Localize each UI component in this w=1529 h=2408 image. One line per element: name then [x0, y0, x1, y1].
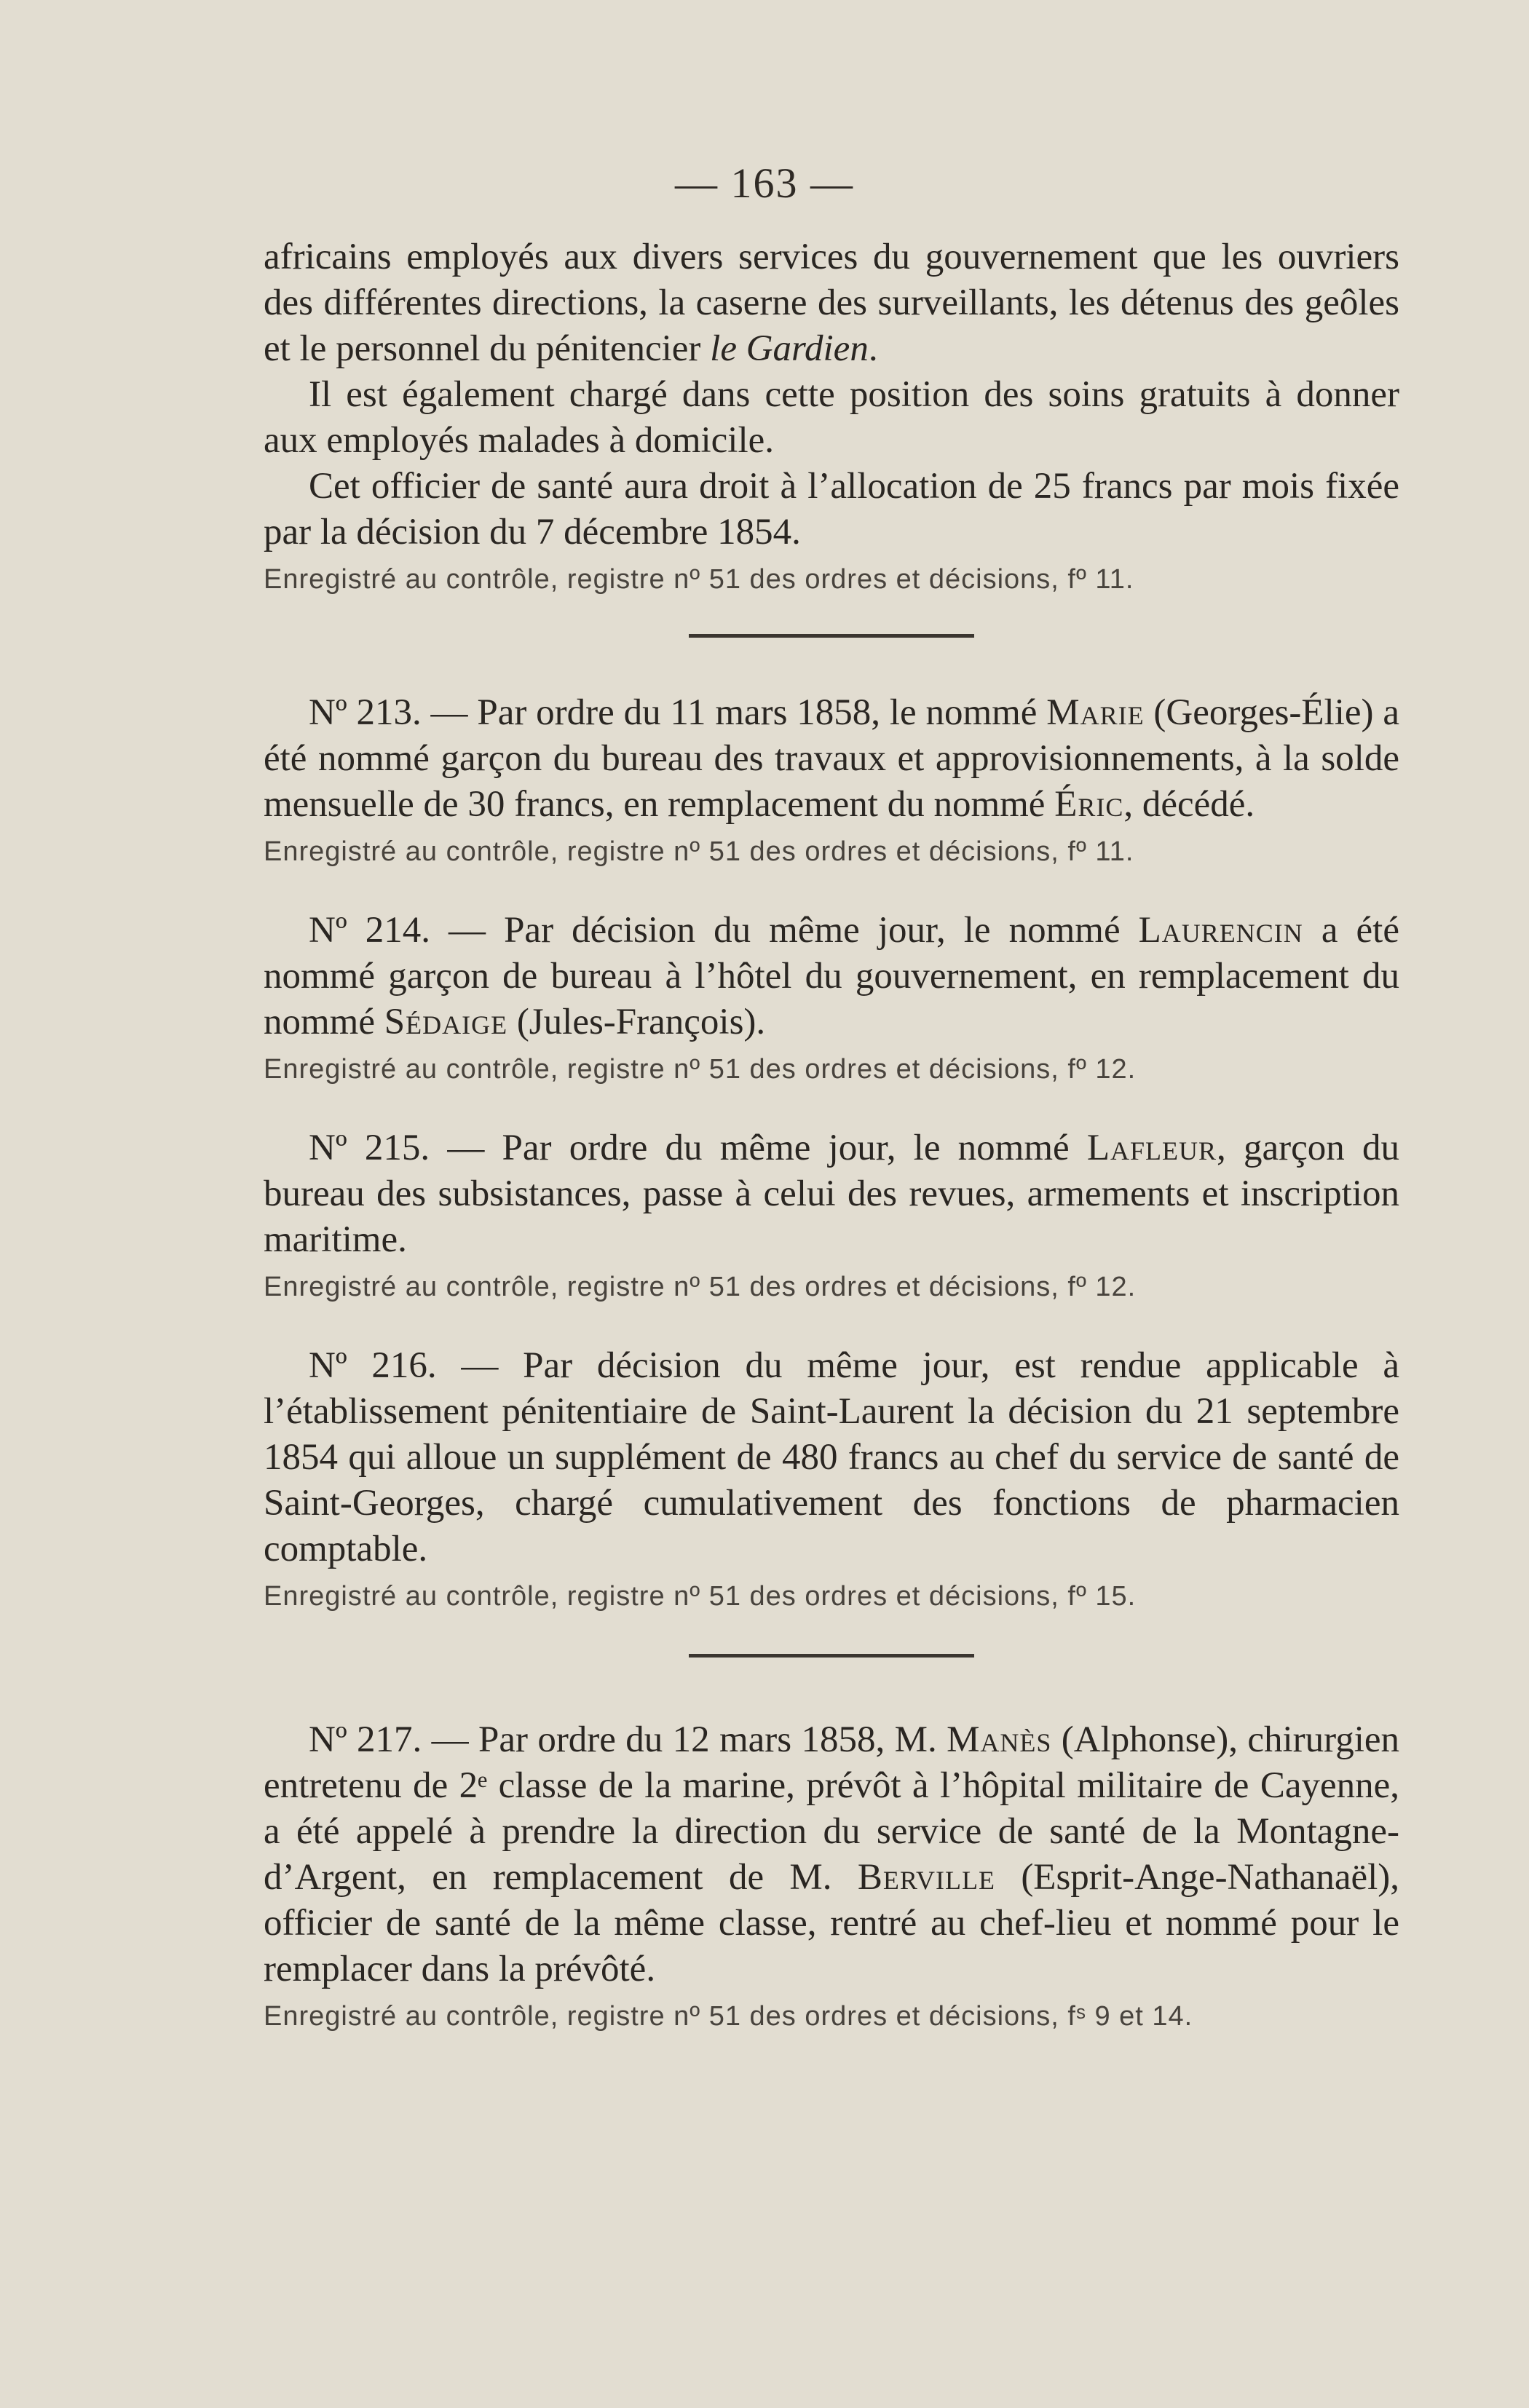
person-name: Manès — [947, 1719, 1052, 1760]
intro-paragraph-3: Cet officier de santé aura droit à l’allocation de 25 francs par mois fixée par la décision du 7 décembre 1854. — [264, 466, 1399, 553]
person-name: Sédaige — [384, 1002, 508, 1042]
intro-paragraph-1-text: africains employés aux divers services du gouvernement que les ouvriers des différentes directions, la caserne des surveillants, les détenus des geôles et le personnel du pénitencier — [264, 237, 1399, 369]
entry-text: a été nommé garçon de bureau à l’hôtel du gouvernement, en remplacement du nommé — [264, 910, 1399, 1042]
entry-paragraph — [264, 1343, 1399, 1572]
entry-paragraph — [264, 908, 1399, 1045]
decision-entry-214 — [264, 908, 1399, 1090]
registration-note: Enregistré au contrôle, registre nº 51 des ordres et décisions, fº 12. — [264, 1272, 1137, 1302]
entry-number: Nº 216. — [309, 1345, 437, 1386]
intro-paragraph-2: Il est également chargé dans cette position des soins gratuits à donner aux employés malades à domicile. — [264, 374, 1399, 461]
decision-entry-213 — [264, 690, 1399, 873]
entry-number: Nº 217. — [309, 1719, 422, 1760]
entry-text: — Par décision du même jour, est rendue applicable à l’établissement pénitentiaire de Saint-Laurent la décision du 21 septembre 1854 qui alloue un supplément de 480 francs au chef du service de santé de Saint-Georges, chargé cumulativement des fonctions de pharmacien comptable. — [264, 1345, 1399, 1569]
entry-text: — Par décision du même jour, le nommé — [430, 910, 1139, 951]
entry-number: Nº 214. — [309, 910, 430, 951]
registration-note: Enregistré au contrôle, registre nº 51 des ordres et décisions, fº 11. — [264, 564, 1134, 595]
person-name: Berville — [857, 1857, 995, 1898]
intro-paragraph-1-end: . — [868, 328, 878, 369]
decision-entry-215 — [264, 1125, 1399, 1308]
person-name: Marie — [1046, 692, 1145, 733]
registration-note: Enregistré au contrôle, registre nº 51 des ordres et décisions, fº 11. — [264, 836, 1134, 867]
entry-paragraph — [264, 1717, 1399, 1992]
entry-paragraph — [264, 690, 1399, 828]
entry-paragraph — [264, 1125, 1399, 1263]
text-column — [264, 234, 1399, 2037]
person-name: Lafleur — [1086, 1128, 1217, 1168]
page-number: — 163 — — [675, 159, 854, 207]
intro-section — [264, 234, 1399, 601]
entry-text: (Alphonse), chirurgien entretenu de 2ᵉ classe de la marine, prévôt à l’hôpital militaire de Cayenne, a été appelé à prendre la direction du service de santé de la Montagne-d’Argent, en remplacement de M. — [264, 1719, 1399, 1898]
entry-text: (Georges-Élie) a été nommé garçon du bureau des travaux et approvisionnements, à la solde mensuelle de 30 francs, en remplacement du nommé — [264, 692, 1399, 825]
registration-note: Enregistré au contrôle, registre nº 51 des ordres et décisions, fº 12. — [264, 1054, 1137, 1085]
entry-text: — Par ordre du même jour, le nommé — [430, 1128, 1087, 1168]
person-name: Éric — [1054, 784, 1124, 825]
entry-text: — Par ordre du 11 mars 1858, le nommé — [421, 692, 1047, 733]
entry-text: (Jules-François). — [507, 1002, 766, 1042]
entry-text: — Par ordre du 12 mars 1858, M. — [422, 1719, 947, 1760]
section-divider — [689, 634, 974, 638]
person-name: Laurencin — [1138, 910, 1303, 951]
intro-paragraph-1 — [264, 234, 1399, 372]
decision-entry-217 — [264, 1717, 1399, 2037]
entry-text: , garçon du bureau des subsistances, passe à celui des revues, armements et inscription maritime. — [264, 1128, 1399, 1260]
entry-text: , décédé. — [1123, 784, 1255, 825]
entry-number: Nº 215. — [309, 1128, 430, 1168]
entry-number: Nº 213. — [309, 692, 422, 733]
registration-note: Enregistré au contrôle, registre nº 51 des ordres et décisions, fˢ 9 et 14. — [264, 2001, 1193, 2032]
registration-note: Enregistré au contrôle, registre nº 51 des ordres et décisions, fº 15. — [264, 1581, 1137, 1612]
section-divider — [689, 1654, 974, 1658]
ship-name: le Gardien — [710, 328, 869, 369]
decision-entry-216 — [264, 1343, 1399, 1617]
entry-text: (Esprit-Ange-Nathanaël), officier de santé de la même classe, rentré au chef-lieu et nommé pour le remplacer dans la prévôté. — [264, 1857, 1399, 1989]
